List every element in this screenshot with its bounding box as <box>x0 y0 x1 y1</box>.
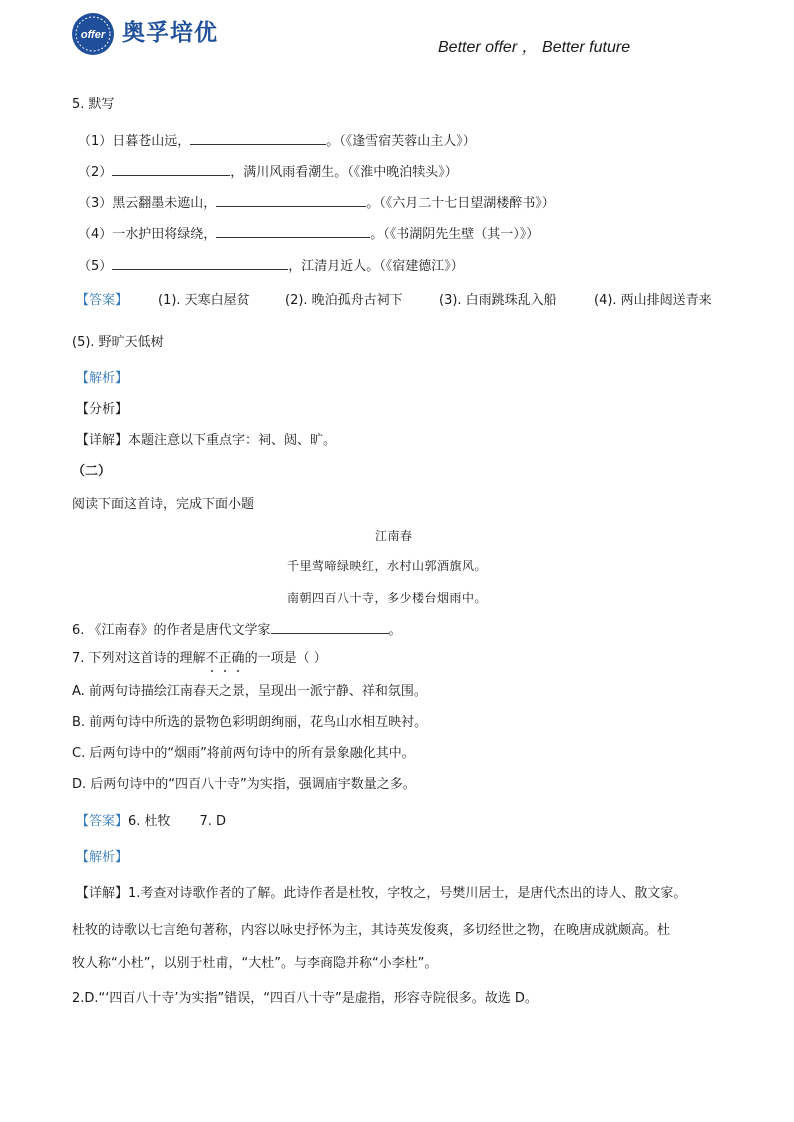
poem-line-2: 南朝四百八十寺，多少楼台烟雨中。 <box>287 591 488 605</box>
answer-label: 【答案】 <box>76 293 129 308</box>
emphasis-dotted-text: 不正确 <box>206 651 245 666</box>
brand-name: 奥孚培优 <box>122 20 218 46</box>
q5-item-4: （4）一水护田将绿绕， 。（《书湖阴先生壁（其一）》） <box>78 227 540 242</box>
answer-4: (4). 两山排闼送青来 <box>594 293 712 308</box>
analysis-label: 【解析】 <box>76 371 129 386</box>
q7-option-b: B. 前两句诗中所选的景物色彩明朗绚丽，花鸟山水相互映衬。 <box>72 715 428 730</box>
answer2-row: 【答案】6. 杜牧 7. D <box>76 814 227 829</box>
svg-text:offer: offer <box>80 29 106 41</box>
answer-1: (1). 天寒白屋贫 <box>158 293 250 308</box>
q5-title: 5. 默写 <box>72 97 115 112</box>
answer-2: (2). 晚泊孤舟古祠下 <box>285 293 403 308</box>
brand-logo-icon <box>71 12 115 56</box>
q5-item-3: （3）黑云翻墨未遮山， 。（《六月二十七日望湖楼醉书》） <box>78 196 555 211</box>
q7-option-d: D. 后两句诗中的“四百八十寺”为实指，强调庙宇数量之多。 <box>72 777 416 792</box>
q6-question: 6. 《江南春》的作者是唐代文学家 。 <box>72 623 402 638</box>
q7-option-c: C. 后两句诗中的“烟雨”将前两句诗中的所有景象融化其中。 <box>72 746 415 761</box>
answer-5: (5). 野旷天低树 <box>72 335 164 350</box>
slogan: Better offer ， Better future <box>438 39 631 56</box>
detail-line-4: 2.D.“‘四百八十寺’为实指”错误，“四百八十寺”是虚指，形容寺院很多。故选 D。 <box>72 991 538 1006</box>
detail-line-3: 牧人称“小杜”，以别于杜甫，“大杜”。与李商隐并称“小李杜”。 <box>72 956 438 971</box>
q5-item-5: （5） ，江清月近人。（《宿建德江》） <box>78 259 464 274</box>
detail-line-2: 杜牧的诗歌以七言绝句著称，内容以咏史抒怀为主，其诗英发俊爽，多切经世之物，在晚唐成就颇高。杜 <box>72 923 671 938</box>
section-heading: （二） <box>72 464 112 479</box>
detail-line-1: 【详解】1.考查对诗歌作者的了解。此诗作者是杜牧，字牧之，号樊川居士，是唐代杰出的诗人、散文家。 <box>76 886 687 901</box>
poem-title: 江南春 <box>375 529 413 543</box>
fenxi-label: 【分析】 <box>76 402 129 417</box>
q7-option-a: A. 前两句诗描绘江南春天之景，呈现出一派宁静、祥和氛围。 <box>72 684 427 699</box>
poem-line-1: 千里莺啼绿映红，水村山郭酒旗风。 <box>287 559 488 573</box>
q7-question: 7. 下列对这首诗的理解不正确 的一项是（ ） <box>72 650 327 668</box>
q5-item-1: （1）日暮苍山远， 。（《逢雪宿芙蓉山主人》） <box>78 134 476 149</box>
section-intro: 阅读下面这首诗，完成下面小题 <box>72 497 255 512</box>
q5-item-2: （2） ，满川风雨看潮生。（《淮中晚泊犊头》） <box>78 165 458 180</box>
q5-detail: 【详解】本题注意以下重点字：祠、闼、旷。 <box>76 433 337 448</box>
answer2-analysis-label: 【解析】 <box>76 850 129 865</box>
answer-3: (3). 白雨跳珠乱入船 <box>439 293 557 308</box>
